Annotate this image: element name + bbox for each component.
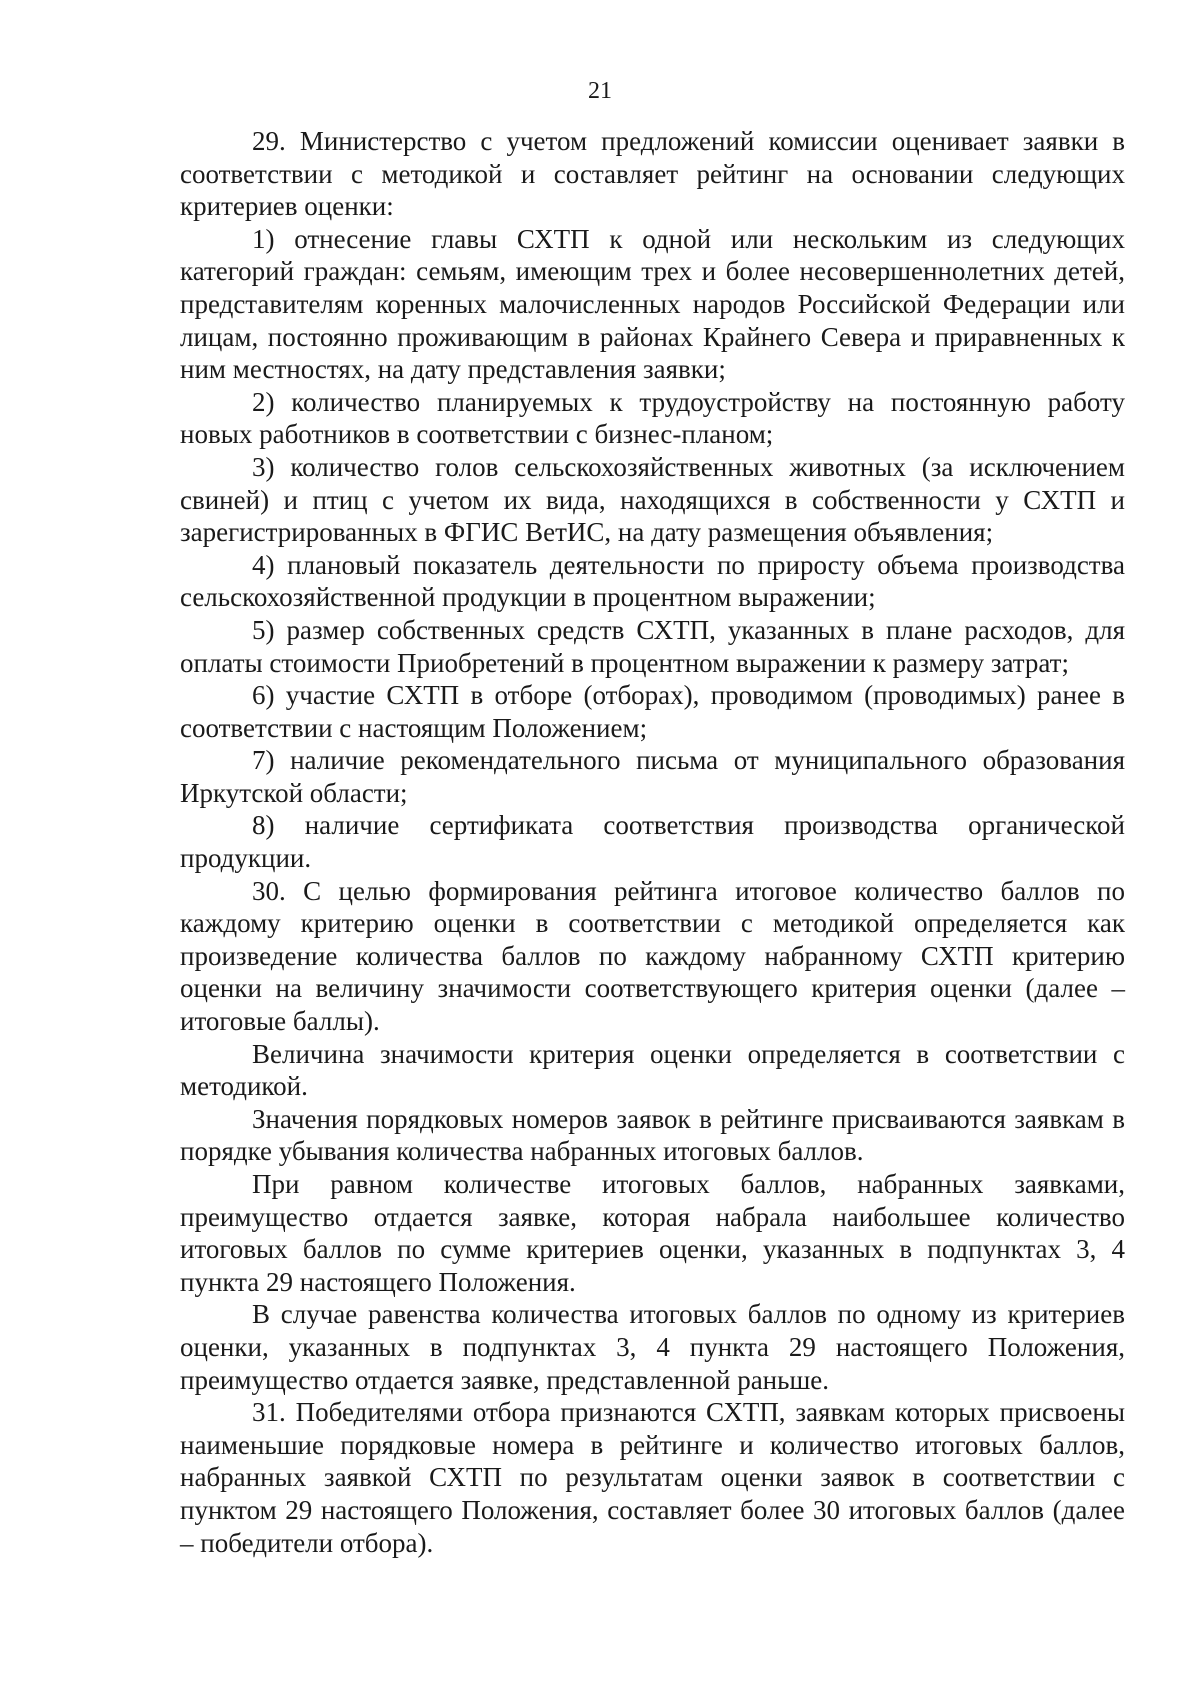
paragraph-equal-points: При равном количестве итоговых баллов, набранных заявками, преимущество отдается заявке, которая набрала наибольшее количество итоговых баллов по сумме критериев оценки, указанных в подпунктах 3, 4 пункта 29 настоящего Положения. [180, 1169, 1125, 1297]
criterion-4: 4) плановый показатель деятельности по приросту объема производства сельскохозяйственной продукции в процентном выражении; [180, 549, 1125, 613]
paragraph-tie-break: В случае равенства количества итоговых баллов по одному из критериев оценки, указанных в подпунктах 3, 4 пункта 29 настоящего Положения, преимущество отдается заявке, представленной раньше. [180, 1299, 1125, 1395]
criterion-2: 2) количество планируемых к трудоустройству на постоянную работу новых работников в соответствии с бизнес-планом; [180, 386, 1125, 450]
criterion-8: 8) наличие сертификата соответствия производства органической продукции. [180, 810, 1125, 874]
criterion-6: 6) участие СХТП в отборе (отборах), проводимом (проводимых) ранее в соответствии с настоящим Положением; [180, 680, 1125, 743]
document-body [180, 125, 1125, 1559]
paragraph-31: 31. Победителями отбора признаются СХТП, заявкам которых присвоены наименьшие порядковые номера в рейтинге и количество итоговых баллов, набранных заявкой СХТП по результатам оценки заявок в соответствии с пунктом 29 настоящего Положения, составляет более 30 итоговых баллов (далее – победители отбора). [180, 1397, 1125, 1558]
criterion-3: 3) количество голов сельскохозяйственных животных (за исключением свиней) и птиц с учетом их вида, находящихся в собственности у СХТП и зарегистрированных в ФГИС ВетИС, на дату размещения объявления; [180, 451, 1125, 548]
paragraph-30: 30. С целью формирования рейтинга итоговое количество баллов по каждому критерию оценки в соответствии с методикой определяется как произведение количества баллов по каждому набранному СХТП критерию оценки на величину значимости соответствующего критерия оценки (далее – итоговые баллы). [180, 875, 1125, 1037]
page-number: 21 [588, 78, 612, 104]
paragraph-29-intro: 29. Министерство с учетом предложений комиссии оценивает заявки в соответствии с методикой и составляет рейтинг на основании следующих критериев оценки: [180, 126, 1125, 222]
criterion-1: 1) отнесение главы СХТП к одной или нескольким из следующих категорий граждан: семьям, имеющим трех и более несовершеннолетних детей, представителям коренных малочисленных народов Российской Федерации или лицам, постоянно проживающим в районах Крайнего Севера и приравненных к ним местностях, на дату представления заявки; [180, 223, 1125, 385]
paragraph-rating-order: Значения порядковых номеров заявок в рейтинге присваиваются заявкам в порядке убывания количества набранных итоговых баллов. [180, 1103, 1125, 1167]
criterion-7: 7) наличие рекомендательного письма от муниципального образования Иркутской области; [180, 745, 1125, 808]
criterion-5: 5) размер собственных средств СХТП, указанных в плане расходов, для оплаты стоимости Приобретений в процентном выражении к размеру затрат; [180, 614, 1125, 678]
paragraph-significance: Величина значимости критерия оценки определяется в соответствии с методикой. [180, 1038, 1125, 1102]
